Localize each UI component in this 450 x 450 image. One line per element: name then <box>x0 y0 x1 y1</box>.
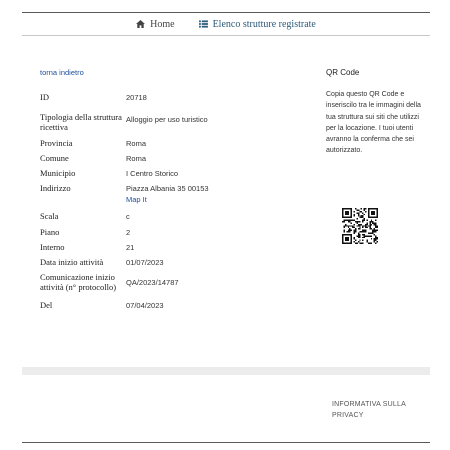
nav-home[interactable] <box>136 19 174 30</box>
qr-description: Copia questo QR Code e inseriscilo tra le immagini della tua struttura sui siti che utilizzi per la locazione. I tuoi utenti avranno la conferma che sei autorizzato. <box>326 91 421 155</box>
detail-list <box>40 92 300 315</box>
privacy-link[interactable]: INFORMATIVA SULLA PRIVACY <box>332 401 406 419</box>
qr-title: QR Code <box>326 68 360 77</box>
detail-row-comune <box>40 153 300 168</box>
detail-label: Comunicazione inizio attività (n° protocollo) <box>40 272 117 292</box>
map-it-link[interactable]: Map It <box>126 195 147 204</box>
detail-row-data-inizio <box>40 257 300 272</box>
detail-label: ID <box>40 92 49 102</box>
detail-value <box>126 183 209 205</box>
detail-row-interno <box>40 242 300 257</box>
detail-value: Alloggio per uso turistico <box>126 115 208 124</box>
detail-row-protocollo <box>40 272 300 300</box>
qr-code-image <box>342 208 378 244</box>
nav-divider <box>22 35 430 36</box>
nav-strutture[interactable] <box>199 19 316 30</box>
detail-value: Roma <box>126 154 147 163</box>
detail-label: Interno <box>40 242 65 252</box>
detail-value: 07/04/2023 <box>126 301 164 310</box>
detail-row-piano <box>40 227 300 242</box>
main-nav <box>22 13 430 35</box>
detail-value: 2 <box>126 228 131 237</box>
detail-value: QA/2023/14787 <box>126 278 179 287</box>
detail-label: Scala <box>40 211 59 221</box>
detail-row-scala <box>40 211 300 227</box>
detail-label: Tipologia della struttura ricettiva <box>40 112 122 132</box>
nav-home-label: Home <box>150 18 175 30</box>
detail-row-indirizzo <box>40 183 300 211</box>
detail-label: Del <box>40 300 53 310</box>
detail-row-id <box>40 92 300 112</box>
address-text: Piazza Albania 35 00153 <box>126 184 209 193</box>
qr-panel <box>326 68 426 157</box>
detail-value: I Centro Storico <box>126 169 179 178</box>
detail-value: Roma <box>126 139 147 148</box>
detail-row-tipologia <box>40 112 300 138</box>
back-link[interactable]: torna indietro <box>40 68 84 77</box>
list-icon <box>199 20 208 28</box>
detail-value: 21 <box>126 243 135 252</box>
detail-label: Data inizio attività <box>40 257 104 267</box>
detail-label: Provincia <box>40 138 73 148</box>
home-icon <box>136 20 145 28</box>
detail-row-municipio <box>40 168 300 183</box>
nav-strutture-label: Elenco strutture registrate <box>212 18 316 30</box>
bottom-rule <box>22 442 430 443</box>
detail-row-provincia <box>40 138 300 153</box>
detail-label: Piano <box>40 227 60 237</box>
detail-value: c <box>126 212 130 221</box>
detail-value: 20718 <box>126 93 147 102</box>
footer-band <box>22 367 430 375</box>
detail-label: Indirizzo <box>40 183 71 193</box>
detail-label: Comune <box>40 153 69 163</box>
detail-row-del <box>40 300 300 315</box>
detail-label: Municipio <box>40 168 76 178</box>
detail-value: 01/07/2023 <box>126 258 164 267</box>
